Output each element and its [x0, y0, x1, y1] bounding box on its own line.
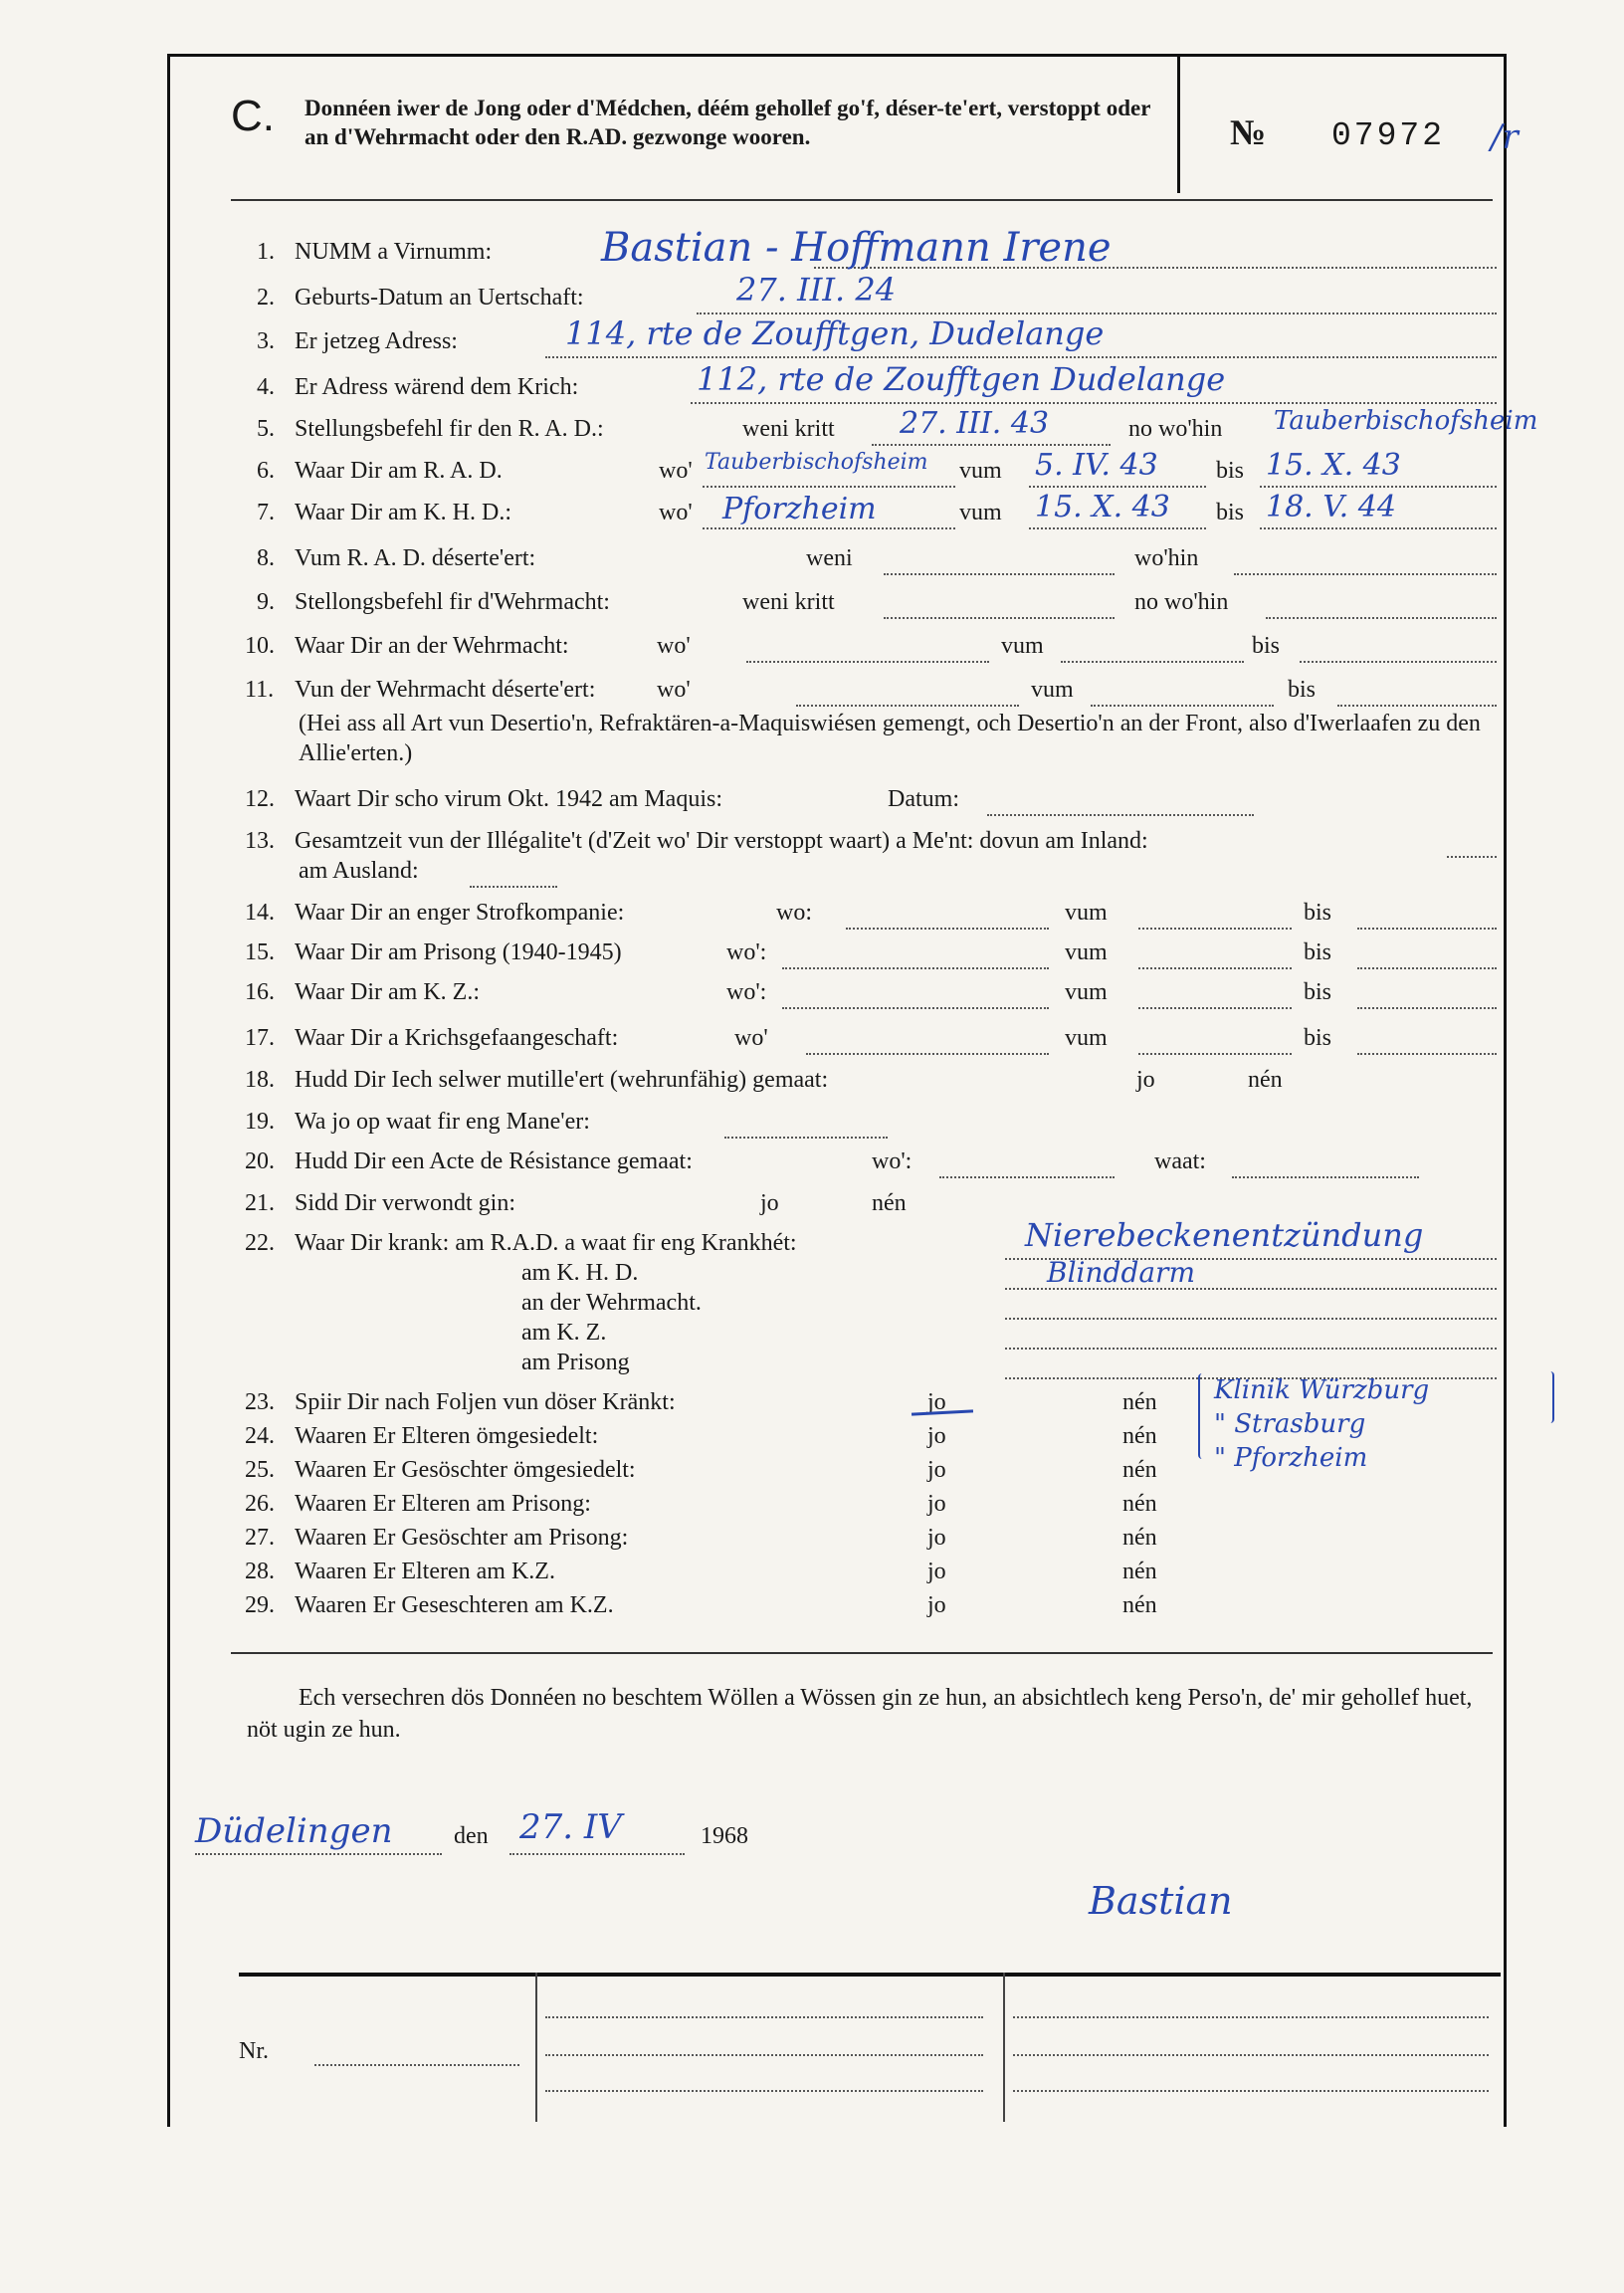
- row-number: 7.: [257, 500, 275, 525]
- footer-line: [545, 2090, 983, 2092]
- field-label: Waar Dir am K. H. D.:: [295, 500, 512, 525]
- column-label: nén: [1122, 1389, 1157, 1415]
- field-label: Spiir Dir nach Foljen vun döser Kränkt:: [295, 1389, 676, 1415]
- footer-divider-1: [535, 1973, 537, 2122]
- field-label: Waaren Er Elteren am K.Z.: [295, 1559, 555, 1584]
- handwritten-note: Klinik Würzburg: [1214, 1375, 1430, 1405]
- fill-line: [1029, 486, 1206, 488]
- footer-line: [545, 2054, 983, 2056]
- field-label: Waart Dir scho virum Okt. 1942 am Maquis:: [295, 786, 722, 812]
- column-label: wo:: [776, 900, 812, 926]
- date-line: [509, 1853, 685, 1855]
- fill-line: [884, 573, 1115, 575]
- fill-line: [1260, 527, 1497, 529]
- column-label: vum: [1031, 677, 1074, 703]
- header-divider: [1177, 56, 1180, 193]
- place-line: [195, 1853, 442, 1855]
- place-handwritten: Düdelingen: [195, 1811, 393, 1851]
- note-bracket-left: [1198, 1373, 1206, 1459]
- row-number: 4.: [257, 374, 275, 400]
- handwritten-entry: 15. X. 43: [1266, 448, 1401, 483]
- column-label: waat:: [1154, 1148, 1206, 1174]
- column-label: bis: [1304, 1025, 1332, 1051]
- fill-line: [1357, 967, 1497, 969]
- fill-line: [1357, 928, 1497, 930]
- year-label: 1968: [701, 1823, 748, 1849]
- fill-line: [872, 444, 1111, 446]
- section-rule: [231, 1652, 1493, 1654]
- row-number: 1.: [257, 239, 275, 265]
- column-label: vum: [1001, 633, 1044, 659]
- column-label: weni kritt: [742, 589, 835, 615]
- column-label: nén: [872, 1190, 907, 1216]
- fill-line: [1232, 1176, 1419, 1178]
- column-label: nén: [1122, 1525, 1157, 1551]
- handwritten-note: " Pforzheim: [1214, 1443, 1368, 1473]
- fill-line: [1337, 705, 1497, 707]
- row-number: 23.: [245, 1389, 275, 1415]
- column-label: weni: [806, 545, 853, 571]
- column-label: nén: [1248, 1067, 1283, 1093]
- column-label: vum: [1065, 1025, 1108, 1051]
- column-label: weni kritt: [742, 416, 835, 442]
- column-label: jo: [927, 1592, 946, 1618]
- fill-line: [782, 1007, 1049, 1009]
- fill-line: [1005, 1318, 1497, 1320]
- row-number: 25.: [245, 1457, 275, 1483]
- column-label: wo':: [726, 979, 767, 1005]
- row-number: 12.: [245, 786, 275, 812]
- row-number: 10.: [245, 633, 275, 659]
- field-label: Stellungsbefehl fir den R. A. D.:: [295, 416, 604, 442]
- form-number: 07972: [1331, 117, 1446, 154]
- field-label: Vum R. A. D. déserte'ert:: [295, 545, 536, 571]
- number-mark: /r: [1491, 117, 1519, 157]
- row-number: 3.: [257, 328, 275, 354]
- field-label: Waaren Er Geseschteren am K.Z.: [295, 1592, 614, 1618]
- field-label: Hudd Dir Iech selwer mutille'ert (wehrunfähig) gemaat:: [295, 1067, 829, 1093]
- footer-line: [1013, 2016, 1489, 2018]
- column-label: no wo'hin: [1134, 589, 1229, 615]
- fill-line: [806, 1053, 1049, 1055]
- field-label: Stellongsbefehl fir d'Wehrmacht:: [295, 589, 610, 615]
- row-number: 21.: [245, 1190, 275, 1216]
- row-number: 2.: [257, 285, 275, 311]
- column-label: vum: [959, 458, 1002, 484]
- fill-line: [1300, 661, 1497, 663]
- column-label: vum: [1065, 900, 1108, 926]
- handwritten-entry: 18. V. 44: [1266, 490, 1396, 524]
- fill-line: [1091, 705, 1274, 707]
- column-label: vum: [959, 500, 1002, 525]
- fill-line: [1138, 928, 1292, 930]
- field-label: Er Adress wärend dem Krich:: [295, 374, 579, 400]
- column-label: bis: [1304, 900, 1332, 926]
- section-title: Donnéen iwer de Jong oder d'Médchen, déém gehollef go'f, déser-te'ert, verstoppt oder an d'Wehrmacht oder den R.AD. gezwonge wooren.: [304, 96, 1151, 149]
- column-label: nén: [1122, 1592, 1157, 1618]
- section-letter: C.: [231, 92, 275, 140]
- handwritten-entry: Blinddarm: [1047, 1256, 1195, 1289]
- row-number: 19.: [245, 1109, 275, 1135]
- column-label: bis: [1252, 633, 1281, 659]
- date-handwritten: 27. IV: [519, 1807, 622, 1847]
- fill-line: [691, 402, 1497, 404]
- column-label: wo':: [872, 1148, 913, 1174]
- column-label: wo': [659, 458, 693, 484]
- fill-line: [703, 527, 955, 529]
- column-label: nén: [1122, 1559, 1157, 1584]
- fill-line: [884, 617, 1115, 619]
- fill-line: [846, 928, 1049, 930]
- column-label: jo: [927, 1389, 946, 1415]
- fill-line: [703, 486, 955, 488]
- column-label: wo':: [726, 939, 767, 965]
- column-label: wo': [657, 633, 691, 659]
- row-number: 11.: [245, 677, 275, 703]
- field-label: Waaren Er Elteren ömgesiedelt:: [295, 1423, 599, 1449]
- row-number: 29.: [245, 1592, 275, 1618]
- row-number: 18.: [245, 1067, 275, 1093]
- nr-line: [314, 2064, 519, 2066]
- fill-line: [1357, 1053, 1497, 1055]
- row-number: 8.: [257, 545, 275, 571]
- field-label: Waaren Er Gesöschter ömgesiedelt:: [295, 1457, 636, 1483]
- field-label: NUMM a Virnumm:: [295, 239, 493, 265]
- handwritten-entry: 5. IV. 43: [1035, 448, 1158, 483]
- den-label: den: [454, 1823, 489, 1849]
- row-number: 15.: [245, 939, 275, 965]
- fill-line: [1061, 661, 1244, 663]
- column-label: jo: [760, 1190, 779, 1216]
- handwritten-entry: 27. III. 24: [736, 271, 897, 309]
- row-number: 17.: [245, 1025, 275, 1051]
- number-label: №: [1230, 112, 1267, 152]
- fill-line: [796, 705, 1019, 707]
- fill-line: [724, 1137, 888, 1139]
- field-label: Waar Dir am Prisong (1940-1945): [295, 939, 622, 965]
- column-label: jo: [927, 1525, 946, 1551]
- field-label: Waar Dir krank: am R.A.D. a waat fir eng Krankhét:: [295, 1230, 797, 1256]
- fill-line: [545, 356, 1497, 358]
- nr-label: Nr.: [239, 2038, 269, 2064]
- fill-line: [1260, 486, 1497, 488]
- declaration-text: Ech versechren dös Donnéen no beschtem Wöllen a Wössen gin ze hun, an absichtlech keng Perso'n, de' mir gehollef huet, nöt ugin ze hun.: [247, 1685, 1473, 1743]
- row-sublabel: an der Wehrmacht.: [521, 1290, 702, 1316]
- column-label: vum: [1065, 939, 1108, 965]
- row-number: 24.: [245, 1423, 275, 1449]
- row-number: 26.: [245, 1491, 275, 1517]
- footer-rule: [239, 1973, 1501, 1977]
- row-number: 6.: [257, 458, 275, 484]
- fill-line: [782, 967, 1049, 969]
- field-label: Wa jo op waat fir eng Mane'er:: [295, 1109, 590, 1135]
- column-label: wo': [659, 500, 693, 525]
- fill-line: [1029, 527, 1206, 529]
- column-label: jo: [927, 1457, 946, 1483]
- footer-line: [545, 2016, 983, 2018]
- row-number: 16.: [245, 979, 275, 1005]
- header-rule: [231, 199, 1493, 201]
- footer-line: [1013, 2090, 1489, 2092]
- fill-line: [939, 1176, 1115, 1178]
- fill-line: [1357, 1007, 1497, 1009]
- column-label: bis: [1304, 939, 1332, 965]
- column-label: no wo'hin: [1128, 416, 1223, 442]
- column-label: vum: [1065, 979, 1108, 1005]
- column-label: wo': [734, 1025, 768, 1051]
- field-label: Hudd Dir een Acte de Résistance gemaat:: [295, 1148, 693, 1174]
- fill-line: [1138, 1053, 1292, 1055]
- fill-line: [1447, 856, 1497, 858]
- row-number: 5.: [257, 416, 275, 442]
- row-sublabel: am Prisong: [521, 1350, 630, 1375]
- handwritten-entry: Bastian - Hoffmann Irene: [601, 225, 1112, 271]
- fill-line: [1266, 617, 1497, 619]
- fill-line: [1138, 1007, 1292, 1009]
- footer-line: [1013, 2054, 1489, 2056]
- column-label: jo: [1136, 1067, 1155, 1093]
- field-label: Waar Dir am R. A. D.: [295, 458, 503, 484]
- fill-line: [1234, 573, 1497, 575]
- column-label: Datum:: [888, 786, 959, 812]
- column-label: nén: [1122, 1491, 1157, 1517]
- field-label: Waaren Er Elteren am Prisong:: [295, 1491, 591, 1517]
- column-label: jo: [927, 1491, 946, 1517]
- column-label: wo'hin: [1134, 545, 1199, 571]
- column-label: bis: [1304, 979, 1332, 1005]
- fill-line: [1138, 967, 1292, 969]
- field-label: Geburts-Datum an Uertschaft:: [295, 285, 584, 311]
- row-number: 14.: [245, 900, 275, 926]
- column-label: nén: [1122, 1423, 1157, 1449]
- column-label: wo': [657, 677, 691, 703]
- fill-line: [470, 886, 557, 888]
- footer-divider-2: [1003, 1973, 1005, 2122]
- field-label: Waar Dir am K. Z.:: [295, 979, 480, 1005]
- column-label: nén: [1122, 1457, 1157, 1483]
- field-label: Sidd Dir verwondt gin:: [295, 1190, 515, 1216]
- handwritten-entry: 15. X. 43: [1035, 490, 1170, 524]
- row-number: 27.: [245, 1525, 275, 1551]
- handwritten-entry: Tauberbischofsheim: [705, 450, 928, 475]
- handwritten-entry: 114, rte de Zoufftgen, Dudelange: [565, 314, 1105, 352]
- fill-line: [1005, 1348, 1497, 1350]
- signature: Bastian: [1089, 1879, 1233, 1923]
- field-label: Waar Dir a Krichsgefaangeschaft:: [295, 1025, 619, 1051]
- column-label: bis: [1216, 500, 1245, 525]
- handwritten-entry: Tauberbischofsheim: [1274, 406, 1538, 436]
- row-number: 20.: [245, 1148, 275, 1174]
- field-label: Gesamtzeit vun der Illégalite't (d'Zeit wo' Dir verstoppt waart) a Me'nt: dovun am Inland:: [295, 828, 1148, 854]
- handwritten-note: " Strasburg: [1214, 1409, 1366, 1439]
- handwritten-entry: 112, rte de Zoufftgen Dudelange: [697, 360, 1226, 398]
- handwritten-entry: Nierebeckenentzündung: [1025, 1216, 1424, 1254]
- note-bracket-right: [1546, 1371, 1554, 1423]
- field-label: Vun der Wehrmacht déserte'ert:: [295, 677, 596, 703]
- row-sublabel: am K. H. D.: [521, 1260, 639, 1286]
- row-number: 28.: [245, 1559, 275, 1584]
- column-label: jo: [927, 1559, 946, 1584]
- column-label: bis: [1216, 458, 1245, 484]
- column-label: bis: [1288, 677, 1317, 703]
- fill-line: [746, 661, 989, 663]
- fill-line: [987, 814, 1254, 816]
- row-11-note: (Hei ass all Art vun Desertio'n, Refraktären-a-Maquiswiésen gemengt, och Desertio'n an der Front, also d'Iwerlaafen zu den Allie'erten.): [299, 711, 1481, 766]
- field-label: Waaren Er Gesöschter am Prisong:: [295, 1525, 629, 1551]
- row-number: 22.: [245, 1230, 275, 1256]
- row-sublabel: am Ausland:: [299, 858, 419, 884]
- row-number: 13.: [245, 828, 275, 854]
- handwritten-entry: Pforzheim: [722, 492, 877, 526]
- row-sublabel: am K. Z.: [521, 1320, 607, 1346]
- handwritten-entry: 27. III. 43: [900, 406, 1050, 441]
- column-label: jo: [927, 1423, 946, 1449]
- field-label: Waar Dir an enger Strofkompanie:: [295, 900, 625, 926]
- field-label: Waar Dir an der Wehrmacht:: [295, 633, 569, 659]
- field-label: Er jetzeg Adress:: [295, 328, 458, 354]
- row-number: 9.: [257, 589, 275, 615]
